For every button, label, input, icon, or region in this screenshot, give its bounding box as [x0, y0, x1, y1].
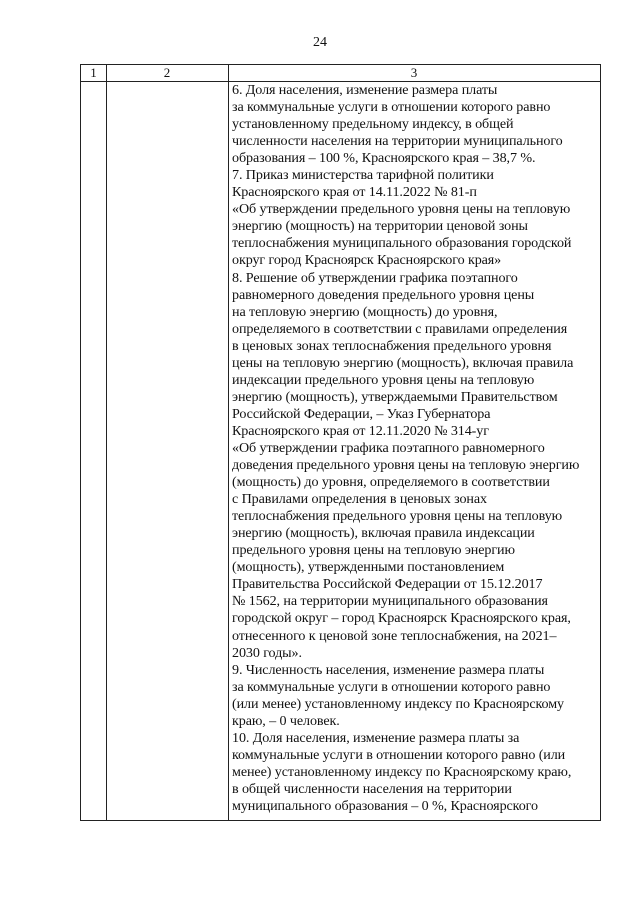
text-line: за коммунальные услуги в отношении которого равно: [232, 99, 551, 116]
text-line: отнесенного к ценовой зоне теплоснабжения, на 2021–: [232, 627, 557, 644]
column-divider-2: [228, 65, 229, 820]
text-line: энергию (мощность), утверждаемыми Правительством: [232, 388, 558, 405]
page-number: 24: [313, 35, 327, 50]
text-line: Красноярского края от 12.11.2020 № 314-уг: [232, 422, 489, 439]
text-line: на тепловую энергию (мощность) до уровня,: [232, 303, 498, 320]
text-line: 10. Доля населения, изменение размера платы за: [232, 729, 520, 746]
text-line: менее) установленному индексу по Красноярскому краю,: [232, 763, 572, 780]
text-line: за коммунальные услуги в отношении которого равно: [232, 678, 551, 695]
text-line: теплоснабжения муниципального образования городской: [232, 235, 572, 252]
text-line: 2030 годы».: [232, 644, 302, 661]
column-divider-1: [106, 65, 107, 820]
text-line: Правительства Российской Федерации от 15.12.2017: [232, 576, 543, 593]
text-line: предельного уровня цены на тепловую энергию: [232, 542, 515, 559]
document-table: [80, 64, 601, 821]
text-line: энергию (мощность), включая правила индексации: [232, 525, 535, 542]
column-3-text: [232, 82, 602, 815]
text-line: индексации предельного уровня цены на тепловую: [232, 371, 535, 388]
text-line: с Правилами определения в ценовых зонах: [232, 491, 487, 508]
text-line: (мощность), утвержденными постановлением: [232, 559, 505, 576]
text-line: равномерного доведения предельного уровня цены: [232, 286, 535, 303]
text-line: «Об утверждении предельного уровня цены на тепловую: [232, 201, 571, 218]
text-line: установленному предельному индексу, в общей: [232, 116, 514, 133]
text-line: образования – 100 %, Красноярского края – 38,7 %.: [232, 150, 536, 167]
text-line: в ценовых зонах теплоснабжения предельного уровня: [232, 337, 552, 354]
text-line: городской округ – город Красноярск Красноярского края,: [232, 610, 571, 627]
column-header-2: 2: [163, 65, 171, 80]
text-line: Российской Федерации, – Указ Губернатора: [232, 405, 491, 422]
text-line: «Об утверждении графика поэтапного равномерного: [232, 439, 545, 456]
text-line: 6. Доля населения, изменение размера платы: [232, 82, 498, 98]
text-line: численности населения на территории муниципального: [232, 133, 563, 150]
text-line: (мощность) до уровня, определяемого в соответствии: [232, 474, 550, 491]
text-line: цены на тепловую энергию (мощность), включая правила: [232, 354, 574, 371]
text-line: определяемого в соответствии с правилами определения: [232, 320, 568, 337]
text-line: 8. Решение об утверждении графика поэтапного: [232, 269, 518, 286]
text-line: округ город Красноярск Красноярского края»: [232, 252, 502, 269]
column-header-3: 3: [410, 65, 418, 80]
text-line: Красноярского края от 14.11.2022 № 81-п: [232, 184, 477, 201]
text-line: 7. Приказ министерства тарифной политики: [232, 167, 494, 184]
text-line: теплоснабжения предельного уровня цены на тепловую: [232, 508, 563, 525]
text-line: энергию (мощность) на территории ценовой зоны: [232, 218, 528, 235]
text-line: (или менее) установленному индексу по Красноярскому: [232, 695, 564, 712]
text-line: коммунальные услуги в отношении которого равно (или: [232, 746, 566, 763]
text-line: в общей численности населения на территории: [232, 780, 512, 797]
text-line: муниципального образования – 0 %, Красноярского: [232, 797, 538, 814]
column-header-1: 1: [90, 65, 97, 80]
text-line: № 1562, на территории муниципального образования: [232, 593, 548, 610]
text-line: краю, – 0 человек.: [232, 712, 340, 729]
text-line: доведения предельного уровня цены на тепловую энергию: [232, 457, 580, 474]
text-line: 9. Численность населения, изменение размера платы: [232, 661, 545, 678]
